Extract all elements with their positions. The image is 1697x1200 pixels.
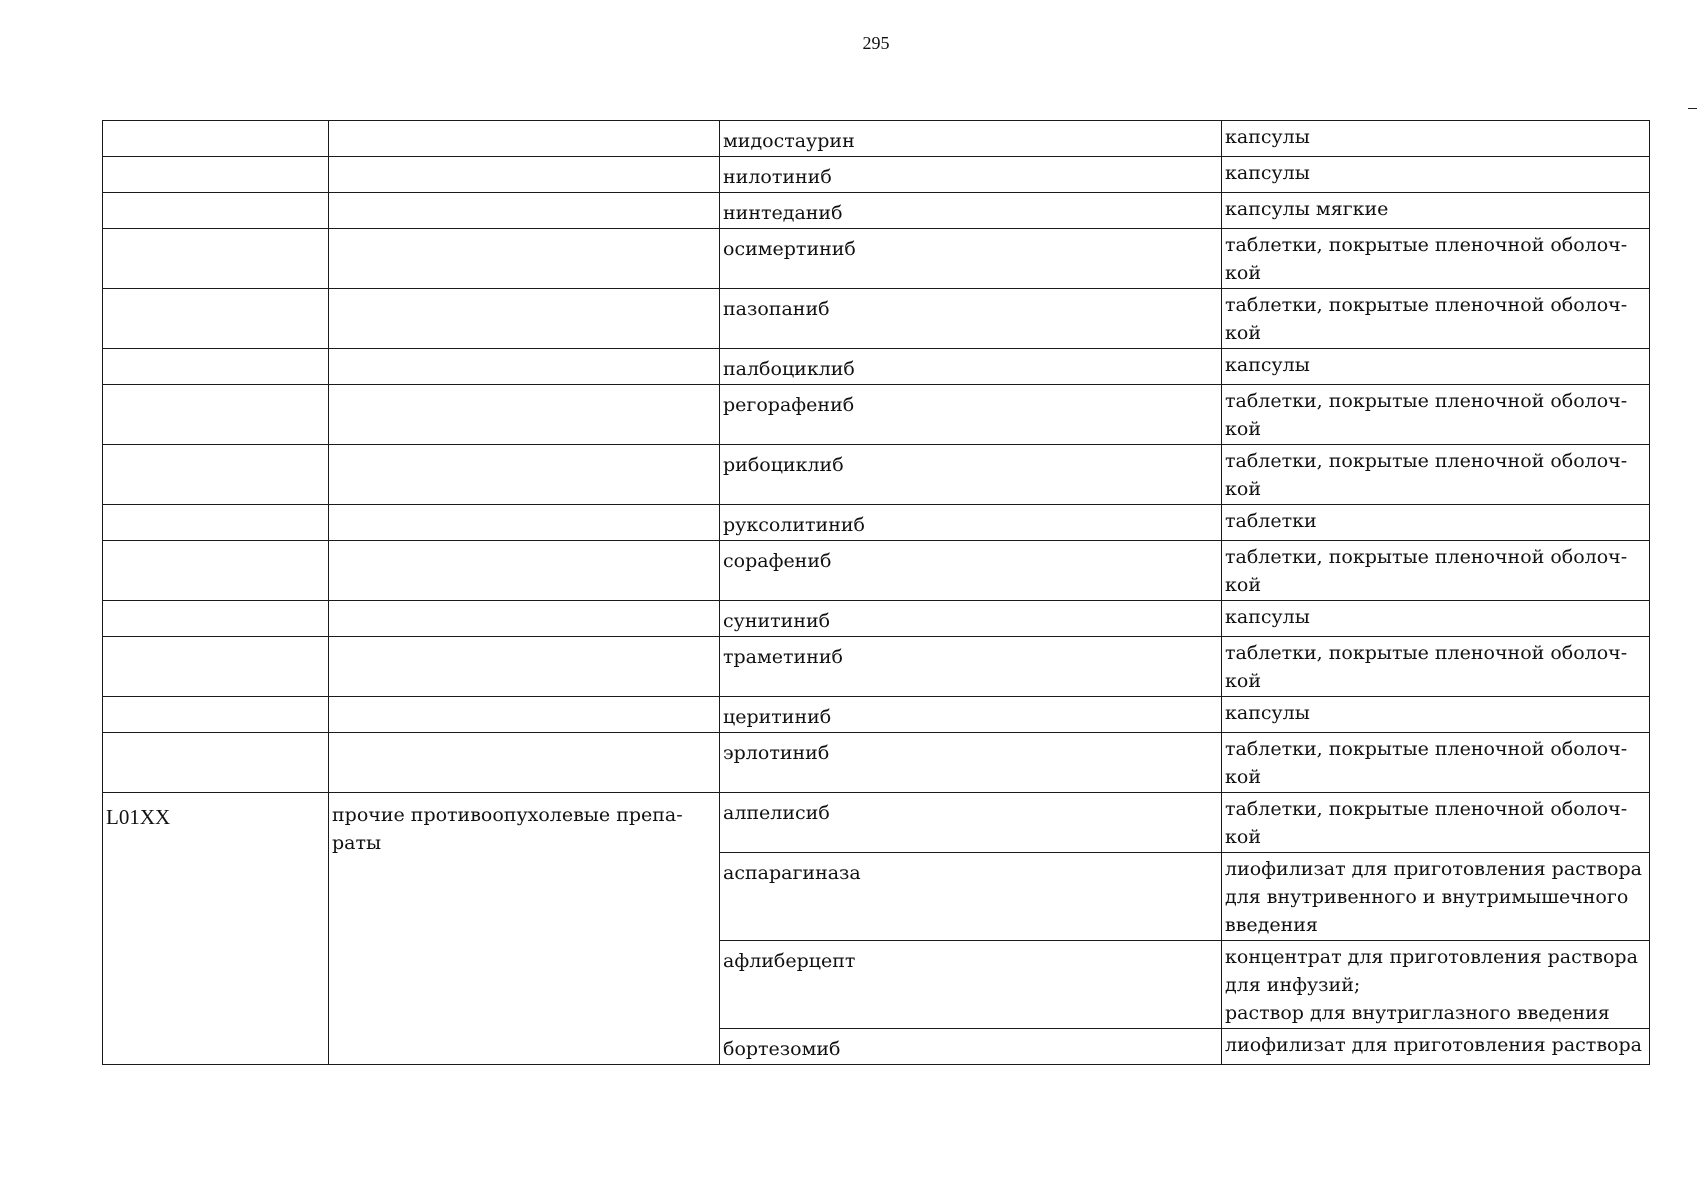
dosage-form-cell-line: таблетки, покрытые пленочной оболоч- xyxy=(1225,450,1628,472)
table-row xyxy=(103,289,1650,349)
group-name-cell xyxy=(329,229,720,289)
atc-code-cell xyxy=(103,445,329,505)
dosage-form-cell-line: лиофилизат для приготовления раствора xyxy=(1225,1034,1642,1056)
drug-name-cell: нинтеданиб xyxy=(720,193,1222,229)
table-body xyxy=(103,121,1650,1065)
dosage-form-cell xyxy=(1222,541,1650,601)
page-number: 295 xyxy=(862,33,890,53)
atc-code-cell xyxy=(103,385,329,445)
dosage-form-cell-line: таблетки xyxy=(1225,510,1317,532)
group-name-cell xyxy=(329,601,720,637)
table-row xyxy=(103,157,1650,193)
dosage-form-cell-line: кой xyxy=(1225,478,1261,500)
dosage-form-cell-line: кой xyxy=(1225,574,1261,596)
drug-name-cell: осимертиниб xyxy=(720,229,1222,289)
group-name-cell xyxy=(329,793,720,1065)
atc-code-cell xyxy=(103,289,329,349)
table-row xyxy=(103,601,1650,637)
atc-code-cell xyxy=(103,697,329,733)
dosage-form-cell xyxy=(1222,941,1650,1029)
dosage-form-cell xyxy=(1222,445,1650,505)
table-row xyxy=(103,121,1650,157)
dosage-form-cell xyxy=(1222,793,1650,853)
drug-name-cell: мидостаурин xyxy=(720,121,1222,157)
table-row xyxy=(103,505,1650,541)
drug-name-cell: бортезомиб xyxy=(720,1029,1222,1065)
atc-code-cell xyxy=(103,637,329,697)
dosage-form-cell-line: таблетки, покрытые пленочной оболоч- xyxy=(1225,294,1628,316)
dosage-form-cell-line: таблетки, покрытые пленочной оболоч- xyxy=(1225,642,1628,664)
group-name-cell xyxy=(329,637,720,697)
dosage-form-cell xyxy=(1222,733,1650,793)
group-name-cell-line: прочие противоопухолевые препа- xyxy=(332,804,683,826)
dosage-form-cell xyxy=(1222,289,1650,349)
dosage-form-cell-line: лиофилизат для приготовления раствора xyxy=(1225,858,1642,880)
table-row xyxy=(103,349,1650,385)
group-name-cell xyxy=(329,157,720,193)
drug-name-cell: пазопаниб xyxy=(720,289,1222,349)
dosage-form-cell-line: концентрат для приготовления раствора xyxy=(1225,946,1638,968)
group-name-cell xyxy=(329,697,720,733)
dosage-form-cell-line: раствор для внутриглазного введения xyxy=(1225,1002,1610,1024)
group-name-cell xyxy=(329,349,720,385)
dosage-form-cell-line: таблетки, покрытые пленочной оболоч- xyxy=(1225,546,1628,568)
dosage-form-cell-line: для инфузий; xyxy=(1225,974,1361,996)
atc-code-cell xyxy=(103,157,329,193)
dosage-form-cell-line: таблетки, покрытые пленочной оболоч- xyxy=(1225,738,1628,760)
drug-name-cell: эрлотиниб xyxy=(720,733,1222,793)
dosage-form-cell-line: введения xyxy=(1225,914,1318,936)
dosage-form-cell-line: кой xyxy=(1225,262,1261,284)
table-row xyxy=(103,697,1650,733)
atc-code-cell xyxy=(103,121,329,157)
dosage-form-cell-line: таблетки, покрытые пленочной оболоч- xyxy=(1225,234,1628,256)
table-row xyxy=(103,541,1650,601)
group-name-cell xyxy=(329,505,720,541)
dosage-form-cell xyxy=(1222,193,1650,229)
table-row xyxy=(103,637,1650,697)
dosage-form-cell xyxy=(1222,1029,1650,1065)
dosage-form-cell-line: кой xyxy=(1225,826,1261,848)
drug-name-cell: регорафениб xyxy=(720,385,1222,445)
dosage-form-cell-line: кой xyxy=(1225,418,1261,440)
dosage-form-cell xyxy=(1222,385,1650,445)
dosage-form-cell-line: кой xyxy=(1225,670,1261,692)
group-name-cell xyxy=(329,385,720,445)
group-name-cell xyxy=(329,733,720,793)
dosage-form-cell-line: кой xyxy=(1225,322,1261,344)
dosage-form-cell xyxy=(1222,637,1650,697)
group-name-cell-line: раты xyxy=(332,832,382,854)
drug-name-cell: руксолитиниб xyxy=(720,505,1222,541)
edge-mark xyxy=(1688,108,1697,109)
dosage-form-cell-line: для внутривенного и внутримышечного xyxy=(1225,886,1629,908)
table-row xyxy=(103,193,1650,229)
dosage-form-cell xyxy=(1222,157,1650,193)
drug-name-cell: рибоциклиб xyxy=(720,445,1222,505)
drug-name-cell: афлиберцепт xyxy=(720,941,1222,1029)
table-row xyxy=(103,793,1650,853)
dosage-form-cell xyxy=(1222,229,1650,289)
drug-name-cell: траметиниб xyxy=(720,637,1222,697)
dosage-form-cell-line: капсулы xyxy=(1225,702,1310,724)
dosage-form-cell-line: капсулы мягкие xyxy=(1225,198,1389,220)
group-name-cell xyxy=(329,121,720,157)
atc-code-cell xyxy=(103,229,329,289)
dosage-form-cell xyxy=(1222,121,1650,157)
drug-name-cell: алпелисиб xyxy=(720,793,1222,853)
drug-name-cell: аспарагиназа xyxy=(720,853,1222,941)
dosage-form-cell-line: капсулы xyxy=(1225,126,1310,148)
table-row xyxy=(103,385,1650,445)
table-row xyxy=(103,733,1650,793)
group-name-cell xyxy=(329,289,720,349)
atc-code-cell xyxy=(103,193,329,229)
dosage-form-cell-line: кой xyxy=(1225,766,1261,788)
atc-code-cell xyxy=(103,505,329,541)
dosage-form-cell-line: капсулы xyxy=(1225,162,1310,184)
table-row xyxy=(103,229,1650,289)
group-name-cell xyxy=(329,193,720,229)
dosage-form-cell-line: таблетки, покрытые пленочной оболоч- xyxy=(1225,390,1628,412)
dosage-form-cell xyxy=(1222,697,1650,733)
drug-name-cell: сорафениб xyxy=(720,541,1222,601)
table-row xyxy=(103,445,1650,505)
drug-table xyxy=(102,120,1650,1065)
drug-name-cell: палбоциклиб xyxy=(720,349,1222,385)
drug-name-cell: церитиниб xyxy=(720,697,1222,733)
group-name-cell xyxy=(329,445,720,505)
dosage-form-cell-line: капсулы xyxy=(1225,606,1310,628)
group-name-cell xyxy=(329,541,720,601)
atc-code-cell: L01XX xyxy=(103,793,329,1065)
dosage-form-cell-line: капсулы xyxy=(1225,354,1310,376)
atc-code-cell xyxy=(103,349,329,385)
dosage-form-cell xyxy=(1222,601,1650,637)
drug-name-cell: сунитиниб xyxy=(720,601,1222,637)
dosage-form-cell xyxy=(1222,853,1650,941)
dosage-form-cell xyxy=(1222,349,1650,385)
atc-code-cell xyxy=(103,541,329,601)
atc-code-cell xyxy=(103,601,329,637)
dosage-form-cell-line: таблетки, покрытые пленочной оболоч- xyxy=(1225,798,1628,820)
drug-name-cell: нилотиниб xyxy=(720,157,1222,193)
dosage-form-cell xyxy=(1222,505,1650,541)
atc-code-cell xyxy=(103,733,329,793)
